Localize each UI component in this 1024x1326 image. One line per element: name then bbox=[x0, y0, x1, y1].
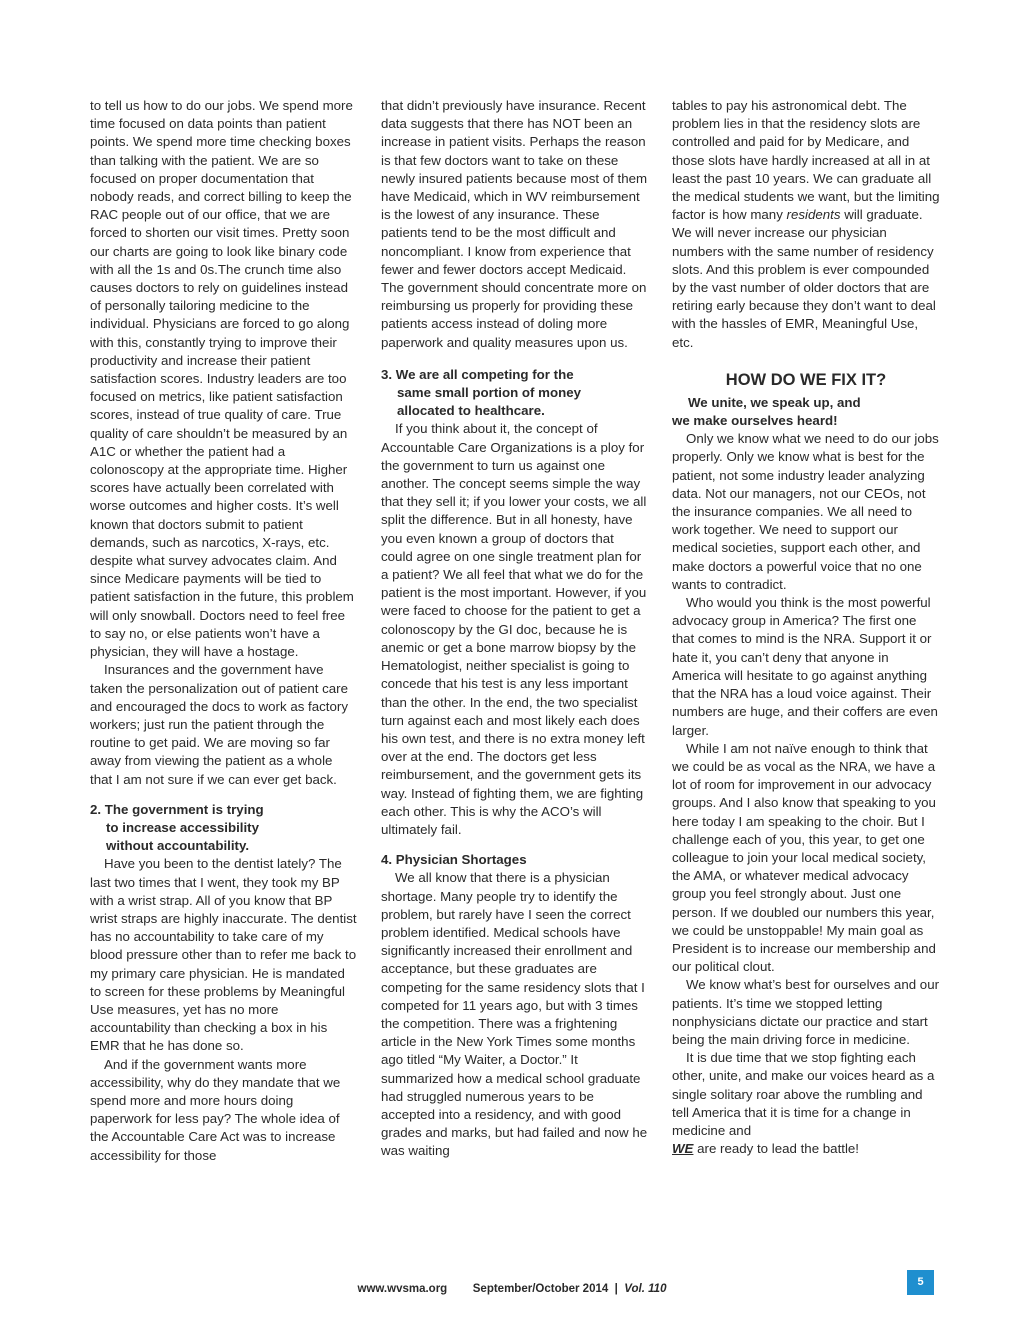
article-column-1 bbox=[90, 97, 358, 1165]
paragraph: that didn’t previously have insurance. Recent data suggests that there has NOT been an increase in patient visits. Perhaps the reason is that few doctors want to take on these newly insured patients because most of them have Medicaid, which in WV reimbursement is the lowest of any insurance. These patients tend to be the most difficult and noncompliant. I know from experience that fewer and fewer doctors accept Medicaid. The government should concentrate more on reimbursing us properly for providing these patients access instead of doling more paperwork and quality measures upon us. bbox=[381, 98, 648, 350]
paragraph bbox=[672, 97, 940, 352]
text-run: tables to pay his astronomical debt. The problem lies in that the residency slots are controlled and paid for by Medicare, and those slots have hardly increased at all in at least the past 10 years. We can graduate all the medical students we want, but the limiting factor is how many bbox=[672, 98, 940, 223]
tagline-line: We unite, we speak up, and bbox=[688, 394, 861, 410]
paragraph bbox=[672, 1049, 940, 1158]
paragraph: to tell us how to do our jobs. We spend more time focused on data points than patient points. We spend more time checking boxes than talking with the patient. We are so focused on proper documentation that nobody reads, and correct billing to keep the RAC people out of our office, that we are forced to shorten our visit times. Pretty soon our charts are going to look like binary code with all the 1s and 0s.The crunch time also causes doctors to rely on guidelines instead of personally tailoring medicine to the individual. Physicians are forced to go along with this, constantly trying to improve their productivity and increase their patient satisfaction scores. Industry leaders are too focused on metrics, like patient satisfaction scores, instead of true quality of care. True quality of care shouldn’t be measured by an A1C or whether the patient had a colonoscopy at the appropriate time. Higher scores have actually been correlated with worse outcomes and higher costs. It’s well known that doctors submit to patient demands, such as narcotics, X-rays, etc. despite what survey advocates claim. And since Medicare payments will be tied to patient satisfaction in the future, this problem will only snowball. Doctors need to feel free to say no, or else patients won’t have a physician, they will have a hostage. bbox=[90, 98, 354, 660]
emphasis: residents bbox=[786, 207, 841, 223]
heading-line: without accountability. bbox=[106, 838, 250, 854]
footer-issue: September/October 2014 bbox=[472, 1283, 609, 1295]
paragraph: We know what’s best for ourselves and our patients. It’s time we stopped letting nonphysicians dictate our practice and start being the main driving force in medicine. bbox=[672, 977, 940, 1047]
paragraph: If you think about it, the concept of Accountable Care Organizations is a ploy for the government to turn us against one another. The concept seems simple the way that they sell it; if you lower your costs, we all split the difference. But in all honesty, have you even known a group of doctors that could agree on one single treatment plan for a patient? We all feel that what we do for the patient is the most important. However, if you were faced to choose for the patient to get a colonoscopy by the GI doc, because he is anemic or get a bone marrow biopsy by the Hematologist, neither specialist is going to concede that his test is any less important than the other. In the end, the two specialist turn against each and most likely each does his own test, and there is no extra money left over at the end. The doctors get less reimbursement, and the government gets its way. Instead of fighting them, we are fighting each other. This is why the ACO’s will ultimately fail. bbox=[381, 421, 647, 837]
paragraph: And if the government wants more accessibility, why do they mandate that we spend more and more hours doing paperwork for less pay? The whole idea of the Accountable Care Act was to increase accessibility for those bbox=[90, 1056, 341, 1163]
fix-it-heading: HOW DO WE FIX IT? bbox=[725, 370, 887, 389]
section-heading-2 bbox=[90, 801, 358, 856]
text-run: It is due time that we stop fighting each other, unite, and make our voices heard as a single solitary roar above the rumbling and tell America that it is time for a change in medicine and bbox=[672, 1050, 935, 1138]
page-footer bbox=[0, 1283, 1024, 1295]
article-column-2 bbox=[381, 97, 649, 1161]
heading-line: to increase accessibility bbox=[106, 819, 259, 835]
footer-volume: Vol. 110 bbox=[624, 1283, 667, 1295]
paragraph: Insurances and the government have taken the personalization out of patient care and encouraged the docs to work as factory workers; just run the patient through the routine to get paid. We are moving so far away from viewing the patient as a whole that I am not sure if we can ever get back. bbox=[90, 662, 348, 787]
paragraph: We all know that there is a physician shortage. Many people try to identify the problem, but rarely have I seen the correct problem identified. Medical schools have significantly increased their enrollment and acceptance, but these graduates are competing for the same residency slots that I competed for 11 years ago, but with 3 times the competition. There was a frightening article in the New York Times some months ago titled “My Waiter, a Doctor.” It summarized how a medical school graduate had struggled numerous years to be accepted into a residency, and with good grades and marks, but had failed and now he was waiting bbox=[381, 870, 648, 1159]
heading-line: 2. The government is trying bbox=[90, 801, 264, 817]
paragraph: While I am not naïve enough to think that we could be as vocal as the NRA, we have a lot of room for improvement in our advocacy groups. And I also know that speaking to you here today I am speaking to the choir. But I challenge each of you, this year, to get one colleague to join your local medical society, the AMA, or whatever medical advocacy group you feel strongly about. Just one person. If we doubled our numbers this year, we could be unstoppable! My main goal as President is to increase our membership and our political clout. bbox=[672, 740, 936, 975]
paragraph: Have you been to the dentist lately? The last two times that I went, they took my BP with a wrist strap. All of you know that BP wrist straps are highly inaccurate. The dentist has no accountability to take care of my blood pressure other than to refer me back to my primary care physician. He is mandated to screen for these problems by Meaningful Use measures, yet has no more accountability than checking a box in his EMR that he has done so. bbox=[90, 856, 357, 1054]
heading-line: 3. We are all competing for the bbox=[381, 366, 574, 382]
text-run: will graduate. We will never increase our physician numbers with the same number of residency slots. And this problem is ever compounded by the vast number of older doctors that are retiring early because they don’t want to deal with the hassles of EMR, Meaningful Use, etc. bbox=[672, 207, 936, 350]
page-number-badge: 5 bbox=[907, 1270, 934, 1295]
paragraph: Who would you think is the most powerful advocacy group in America? The first one that comes to mind is the NRA. Support it or hate it, you can’t deny that anyone in America will hesitate to go against anything that the NRA has a loud voice against. Their numbers are huge, and their coffers are even larger. bbox=[672, 595, 938, 738]
footer-separator: | bbox=[614, 1283, 618, 1295]
heading-line: same small portion of money bbox=[397, 385, 581, 401]
section-heading-4: 4. Physician Shortages bbox=[381, 852, 527, 868]
footer-website: www.wvsma.org bbox=[357, 1283, 448, 1295]
section-heading-3 bbox=[381, 366, 649, 421]
article-column-3 bbox=[672, 97, 940, 1158]
paragraph: Only we know what we need to do our jobs properly. Only we know what is best for the patient, not some industry leader analyzing data. Not our managers, not our CEOs, not the insurance companies. We all need to work together. We need to support our medical societies, support each other, and make doctors a powerful voice that no one wants to contradict. bbox=[672, 431, 939, 592]
tagline-line: we make ourselves heard! bbox=[672, 413, 838, 429]
text-run: are ready to lead the battle! bbox=[693, 1141, 860, 1157]
tagline bbox=[672, 394, 940, 430]
we-emphasis: WE bbox=[672, 1141, 694, 1157]
heading-line: allocated to healthcare. bbox=[397, 403, 545, 419]
